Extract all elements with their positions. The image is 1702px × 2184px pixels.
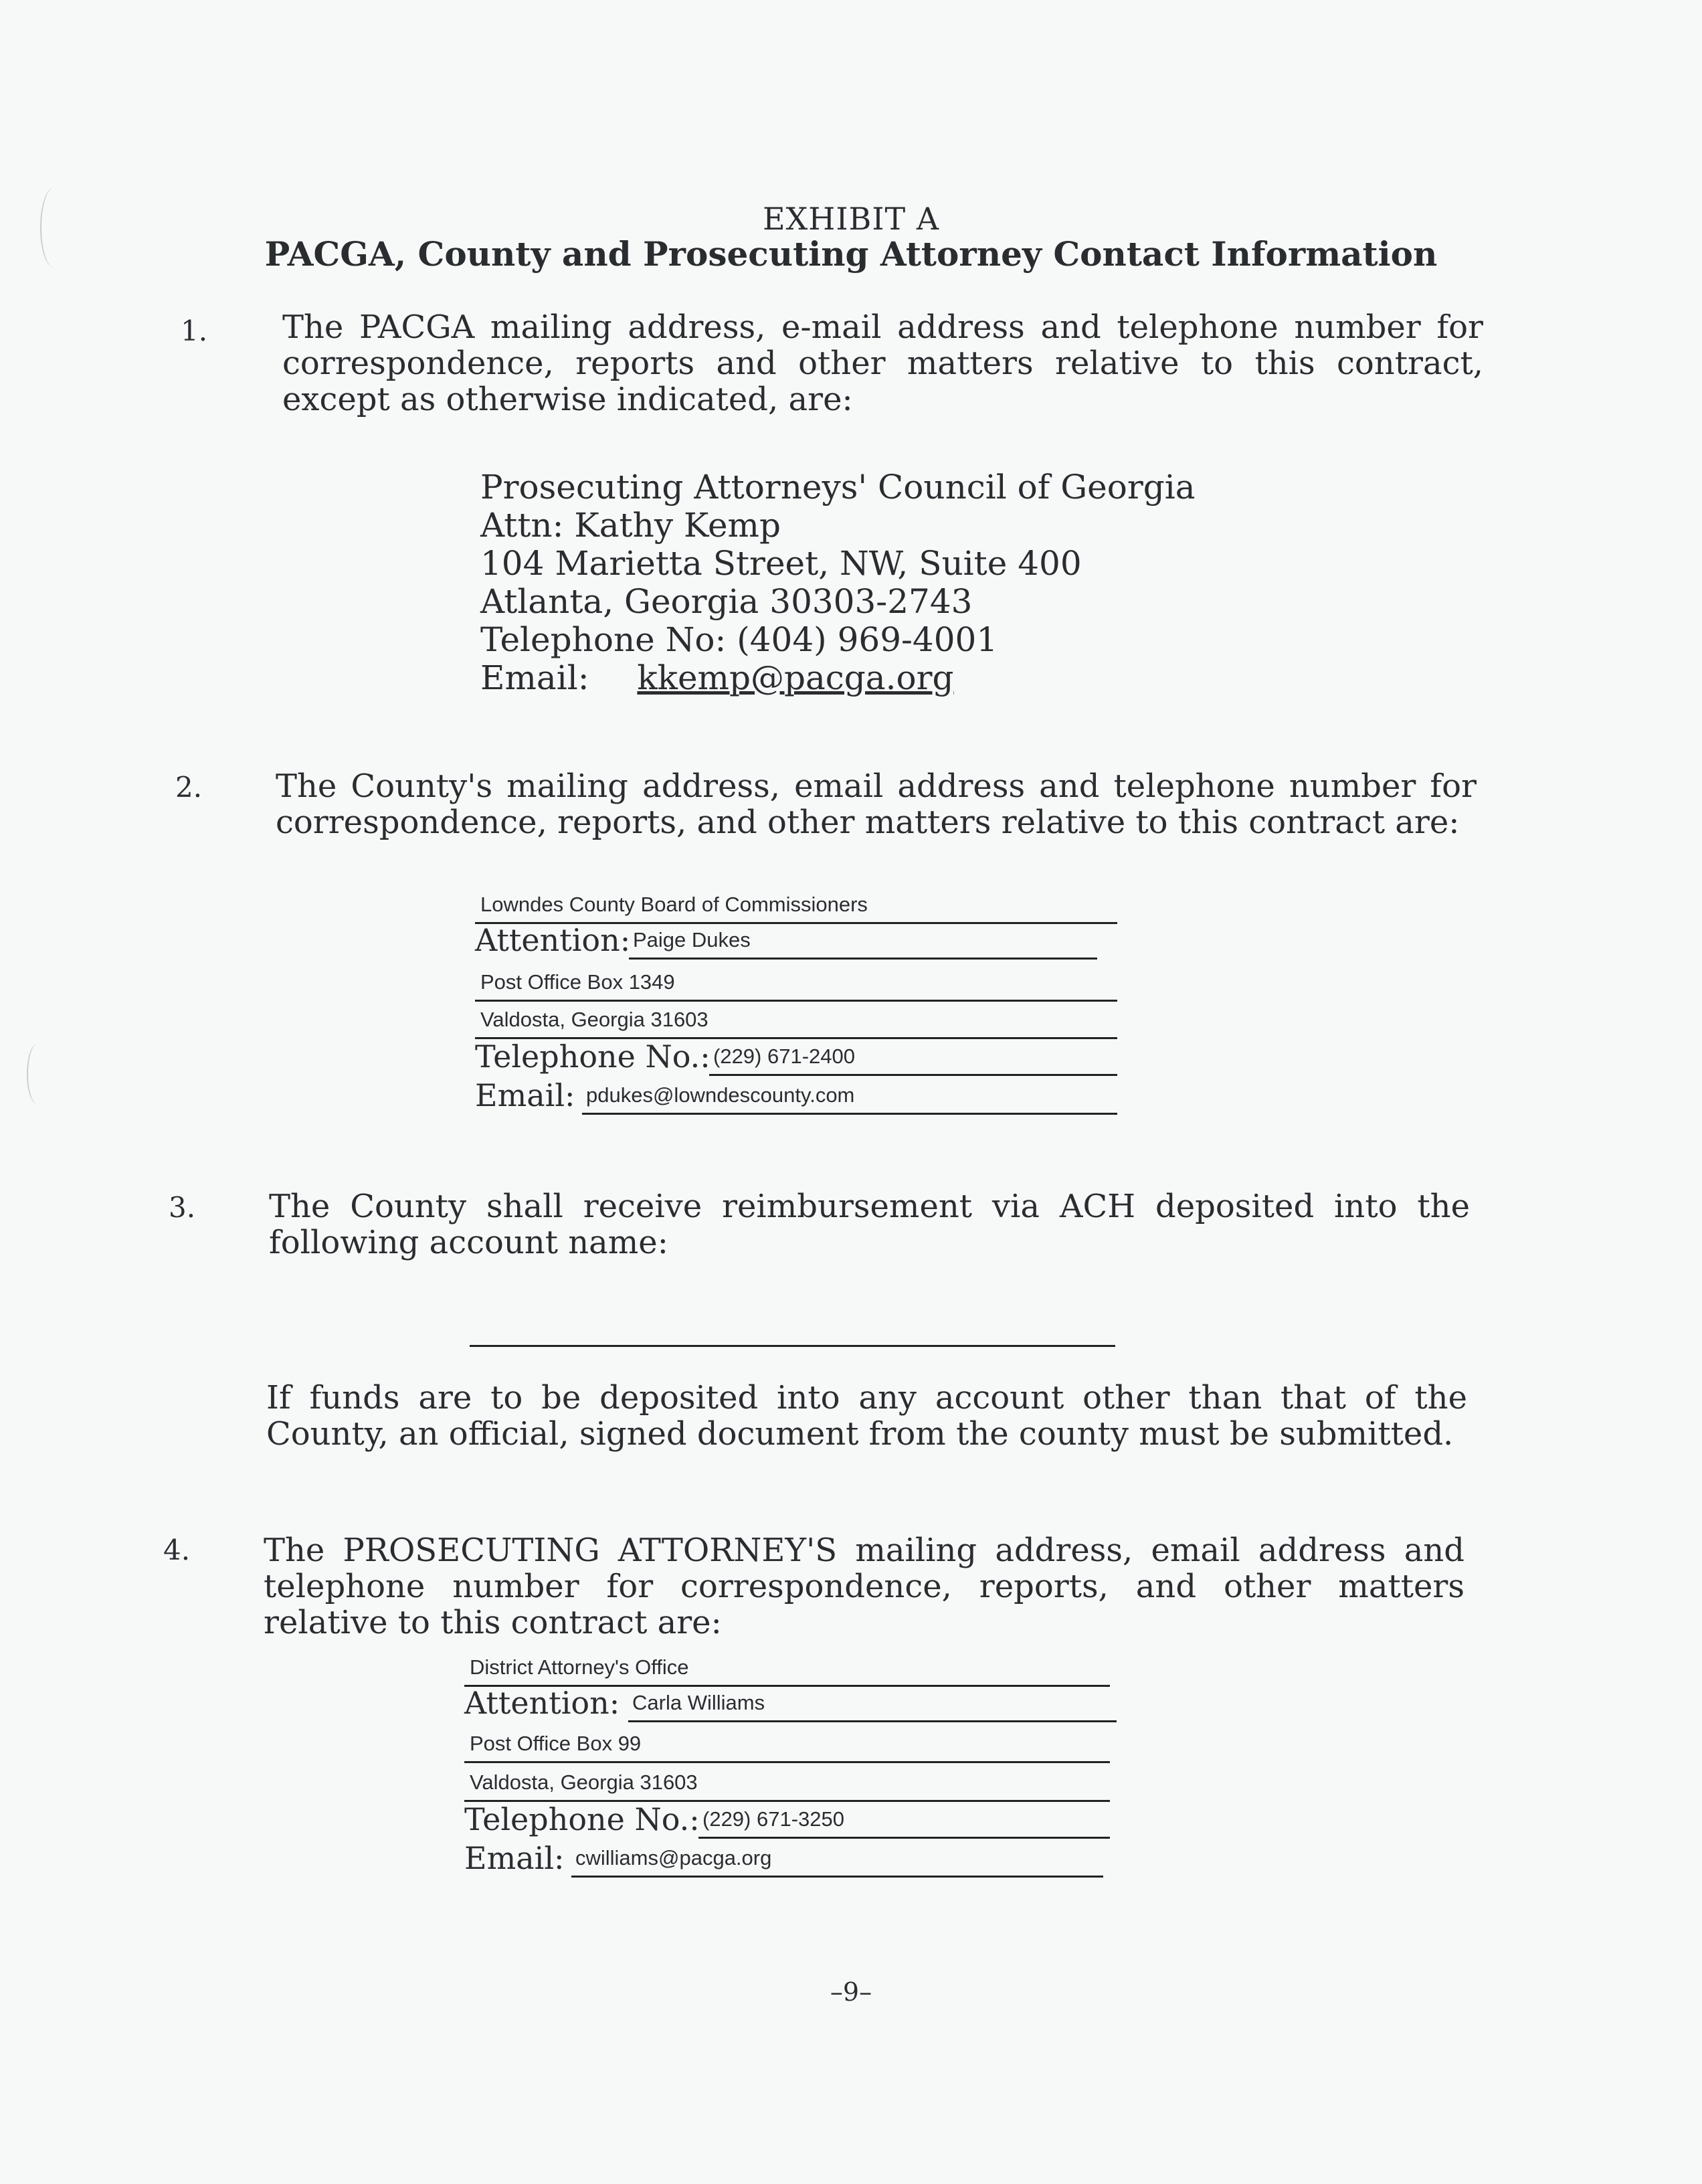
email-line xyxy=(480,659,1196,697)
street-field[interactable]: Post Office Box 1349 xyxy=(475,961,1117,1002)
section-number: 4. xyxy=(163,1534,191,1566)
page-title: PACGA, County and Prosecuting Attorney Contact Information xyxy=(264,234,1438,274)
section-text: The PROSECUTING ATTORNEY'S mailing address, email address and telephone number for correspondence, reports, and other matters relative to this contract are: xyxy=(264,1532,1464,1641)
section-number: 2. xyxy=(175,771,203,804)
section-number: 3. xyxy=(169,1191,196,1224)
phone: Telephone No: (404) 969-4001 xyxy=(480,620,998,659)
phone-field[interactable]: Telephone No.: (229) 671-2400 xyxy=(475,1037,1117,1076)
street: 104 Marietta Street, NW, Suite 400 xyxy=(480,544,1082,583)
section-text: The PACGA mailing address, e-mail address and telephone number for correspondence, reports and other matters relative to this contract, except as otherwise indicated, are: xyxy=(282,308,1483,418)
email-field[interactable]: Email: cwilliams@pacga.org xyxy=(464,1839,1103,1878)
page-number: –9– xyxy=(830,1977,872,2007)
scan-artifact xyxy=(27,1044,48,1104)
org-name: Prosecuting Attorneys' Council of Georgia xyxy=(480,468,1196,507)
email-label: Email: xyxy=(464,1840,565,1876)
section-number: 1. xyxy=(181,314,208,347)
city-field[interactable]: Valdosta, Georgia 31603 xyxy=(475,998,1117,1039)
county-contact-form xyxy=(475,883,1117,1124)
phone-label: Telephone No.: xyxy=(475,1038,711,1075)
org-field[interactable]: Lowndes County Board of Commissioners xyxy=(475,883,1117,924)
email-label: Email: xyxy=(480,658,589,697)
city-field[interactable]: Valdosta, Georgia 31603 xyxy=(464,1761,1110,1802)
attention-field[interactable]: Attention: Paige Dukes xyxy=(475,921,1097,960)
email-label: Email: xyxy=(475,1077,575,1113)
email-field[interactable]: Email: pdukes@lowndescounty.com xyxy=(475,1076,1117,1115)
email-link[interactable]: kkemp@pacga.org xyxy=(637,658,954,697)
exhibit-label: EXHIBIT A xyxy=(762,201,940,237)
section-text: The County shall receive reimbursement via ACH deposited into the following account name: xyxy=(269,1188,1470,1261)
city: Atlanta, Georgia 30303-2743 xyxy=(480,582,973,621)
org-field[interactable]: District Attorney's Office xyxy=(464,1646,1110,1687)
attention-label: Attention: xyxy=(464,1685,620,1721)
attention: Attn: Kathy Kemp xyxy=(480,506,781,545)
prosecuting-attorney-contact-form xyxy=(464,1646,1110,1887)
street-field[interactable]: Post Office Box 99 xyxy=(464,1722,1110,1763)
account-name-field[interactable] xyxy=(470,1305,1115,1347)
pacga-address xyxy=(480,468,1196,697)
attention-label: Attention: xyxy=(475,922,631,958)
section-text: The County's mailing address, email address and telephone number for correspondence, reports, and other matters relative to this contract are: xyxy=(276,767,1477,841)
section-note: If funds are to be deposited into any account other than that of the County, an official, signed document from the county must be submitted. xyxy=(266,1379,1467,1453)
attention-field[interactable]: Attention: Carla Williams xyxy=(464,1683,1117,1722)
phone-label: Telephone No.: xyxy=(464,1801,700,1837)
phone-field[interactable]: Telephone No.: (229) 671-3250 xyxy=(464,1800,1110,1839)
